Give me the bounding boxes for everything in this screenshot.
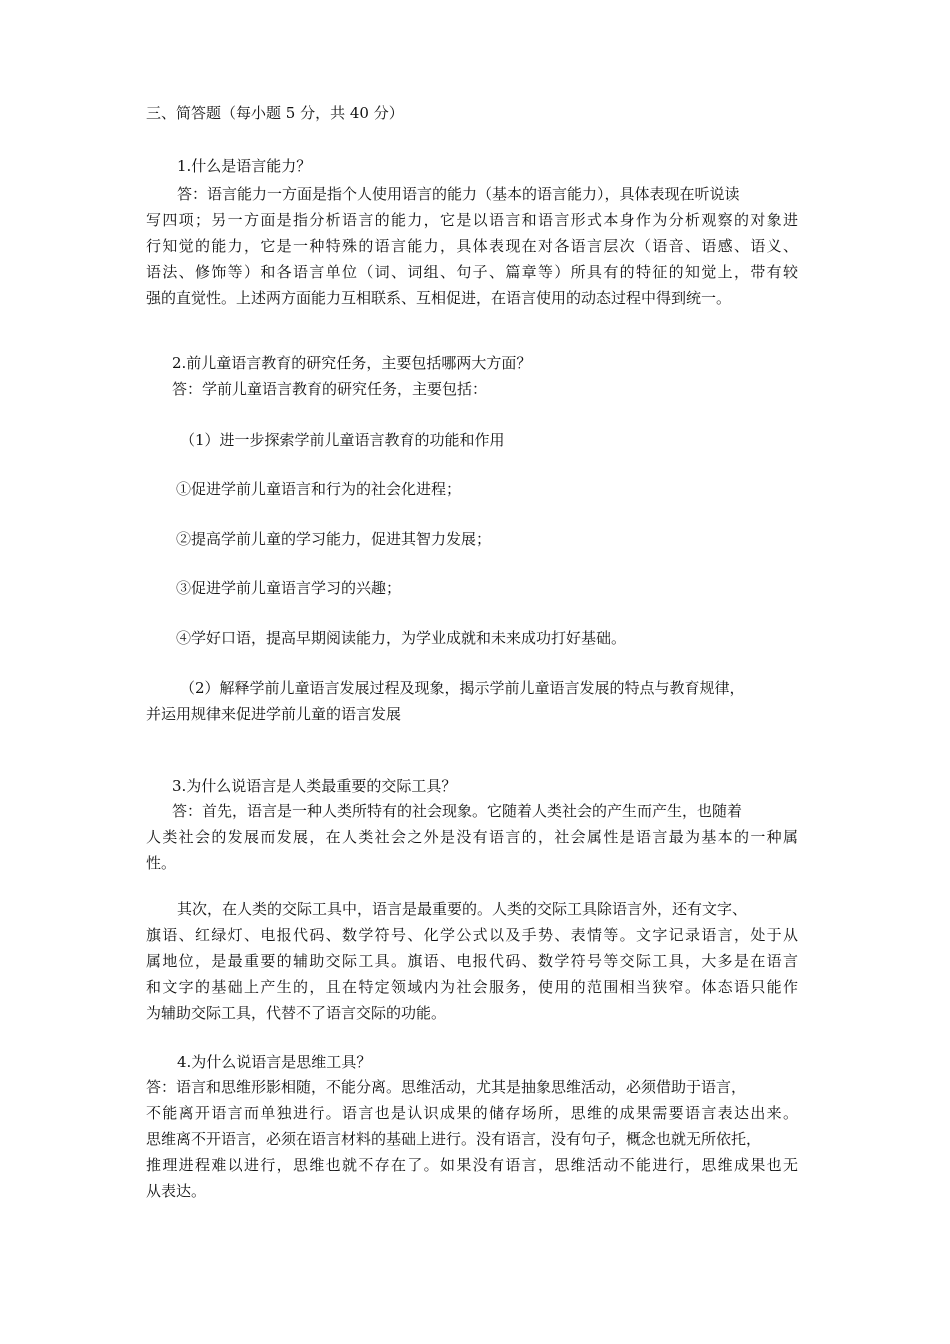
q2-sub-item: ①促进学前儿童语言和行为的社会化进程； xyxy=(176,480,462,498)
q4-answer-line: 不能离开语言而单独进行。语言也是认识成果的储存场所，思维的成果需要语言表达出来。 xyxy=(146,1104,798,1122)
section-title: 三、简答题（每小题 5 分，共 40 分） xyxy=(146,104,404,122)
q2-sub-item: ②提高学前儿童的学习能力，促进其智力发展； xyxy=(176,530,492,548)
q3-question: 3.为什么说语言是人类最重要的交际工具？ xyxy=(172,777,457,795)
q1-answer-line: 强的直觉性。上述两方面能力互相联系、互相促进，在语言使用的动态过程中得到统一。 xyxy=(146,289,732,307)
q1-answer-line: 写四项；另一方面是指分析语言的能力，它是以语言和语言形式本身作为分析观察的对象进 xyxy=(146,211,798,229)
q3-para2-line: 属地位，是最重要的辅助交际工具。旗语、电报代码、数学符号等交际工具，大多是在语言 xyxy=(146,952,798,970)
q2-sub-item: ③促进学前儿童语言学习的兴趣； xyxy=(176,579,402,597)
q4-answer-line: 从表达。 xyxy=(146,1182,207,1200)
q4-question: 4.为什么说语言是思维工具？ xyxy=(177,1053,372,1071)
q3-para2-line: 为辅助交际工具，代替不了语言交际的功能。 xyxy=(146,1004,447,1022)
q1-question: 1.什么是语言能力？ xyxy=(177,157,312,175)
q3-para1-line: 人类社会的发展而发展，在人类社会之外是没有语言的，社会属性是语言最为基本的一种属 xyxy=(146,828,798,846)
q4-answer-line: 答：语言和思维形影相随，不能分离。思维活动，尤其是抽象思维活动，必须借助于语言， xyxy=(146,1078,747,1096)
q1-answer-line: 行知觉的能力，它是一种特殊的语言能力，具体表现在对各语言层次（语音、语感、语义、 xyxy=(146,237,798,255)
q1-answer-line: 语法、修饰等）和各语言单位（词、词组、句子、篇章等）所具有的特征的知觉上，带有较 xyxy=(146,263,798,281)
q2-point2-line: 并运用规律来促进学前儿童的语言发展 xyxy=(146,705,402,723)
q3-para1-line: 性。 xyxy=(146,854,177,872)
q2-point2-line: （2）解释学前儿童语言发展过程及现象，揭示学前儿童语言发展的特点与教育规律， xyxy=(180,679,745,697)
q3-para2-line: 和文字的基础上产生的，且在特定领域内为社会服务，使用的范围相当狭窄。体态语只能作 xyxy=(146,978,798,996)
q2-question: 2.前儿童语言教育的研究任务，主要包括哪两大方面？ xyxy=(172,354,532,372)
q2-sub-item: ④学好口语，提高早期阅读能力，为学业成就和未来成功打好基础。 xyxy=(176,629,627,647)
q3-para2-line: 其次，在人类的交际工具中，语言是最重要的。人类的交际工具除语言外，还有文字、 xyxy=(177,900,748,918)
q3-para2-line: 旗语、红绿灯、电报代码、数学符号、化学公式以及手势、表情等。文字记录语言，处于从 xyxy=(146,926,798,944)
q3-para1-line: 答：首先，语言是一种人类所特有的社会现象。它随着人类社会的产生而产生，也随着 xyxy=(172,802,743,820)
q4-answer-line: 思维离不开语言，必须在语言材料的基础上进行。没有语言，没有句子，概念也就无所依托， xyxy=(146,1130,762,1148)
q4-answer-line: 推理进程难以进行，思维也就不存在了。如果没有语言，思维活动不能进行，思维成果也无 xyxy=(146,1156,798,1174)
q1-answer-line: 答：语言能力一方面是指个人使用语言的能力（基本的语言能力），具体表现在听说读 xyxy=(177,185,740,203)
q2-point1: （1）进一步探索学前儿童语言教育的功能和作用 xyxy=(180,431,505,449)
q2-intro: 答：学前儿童语言教育的研究任务，主要包括： xyxy=(172,380,488,398)
